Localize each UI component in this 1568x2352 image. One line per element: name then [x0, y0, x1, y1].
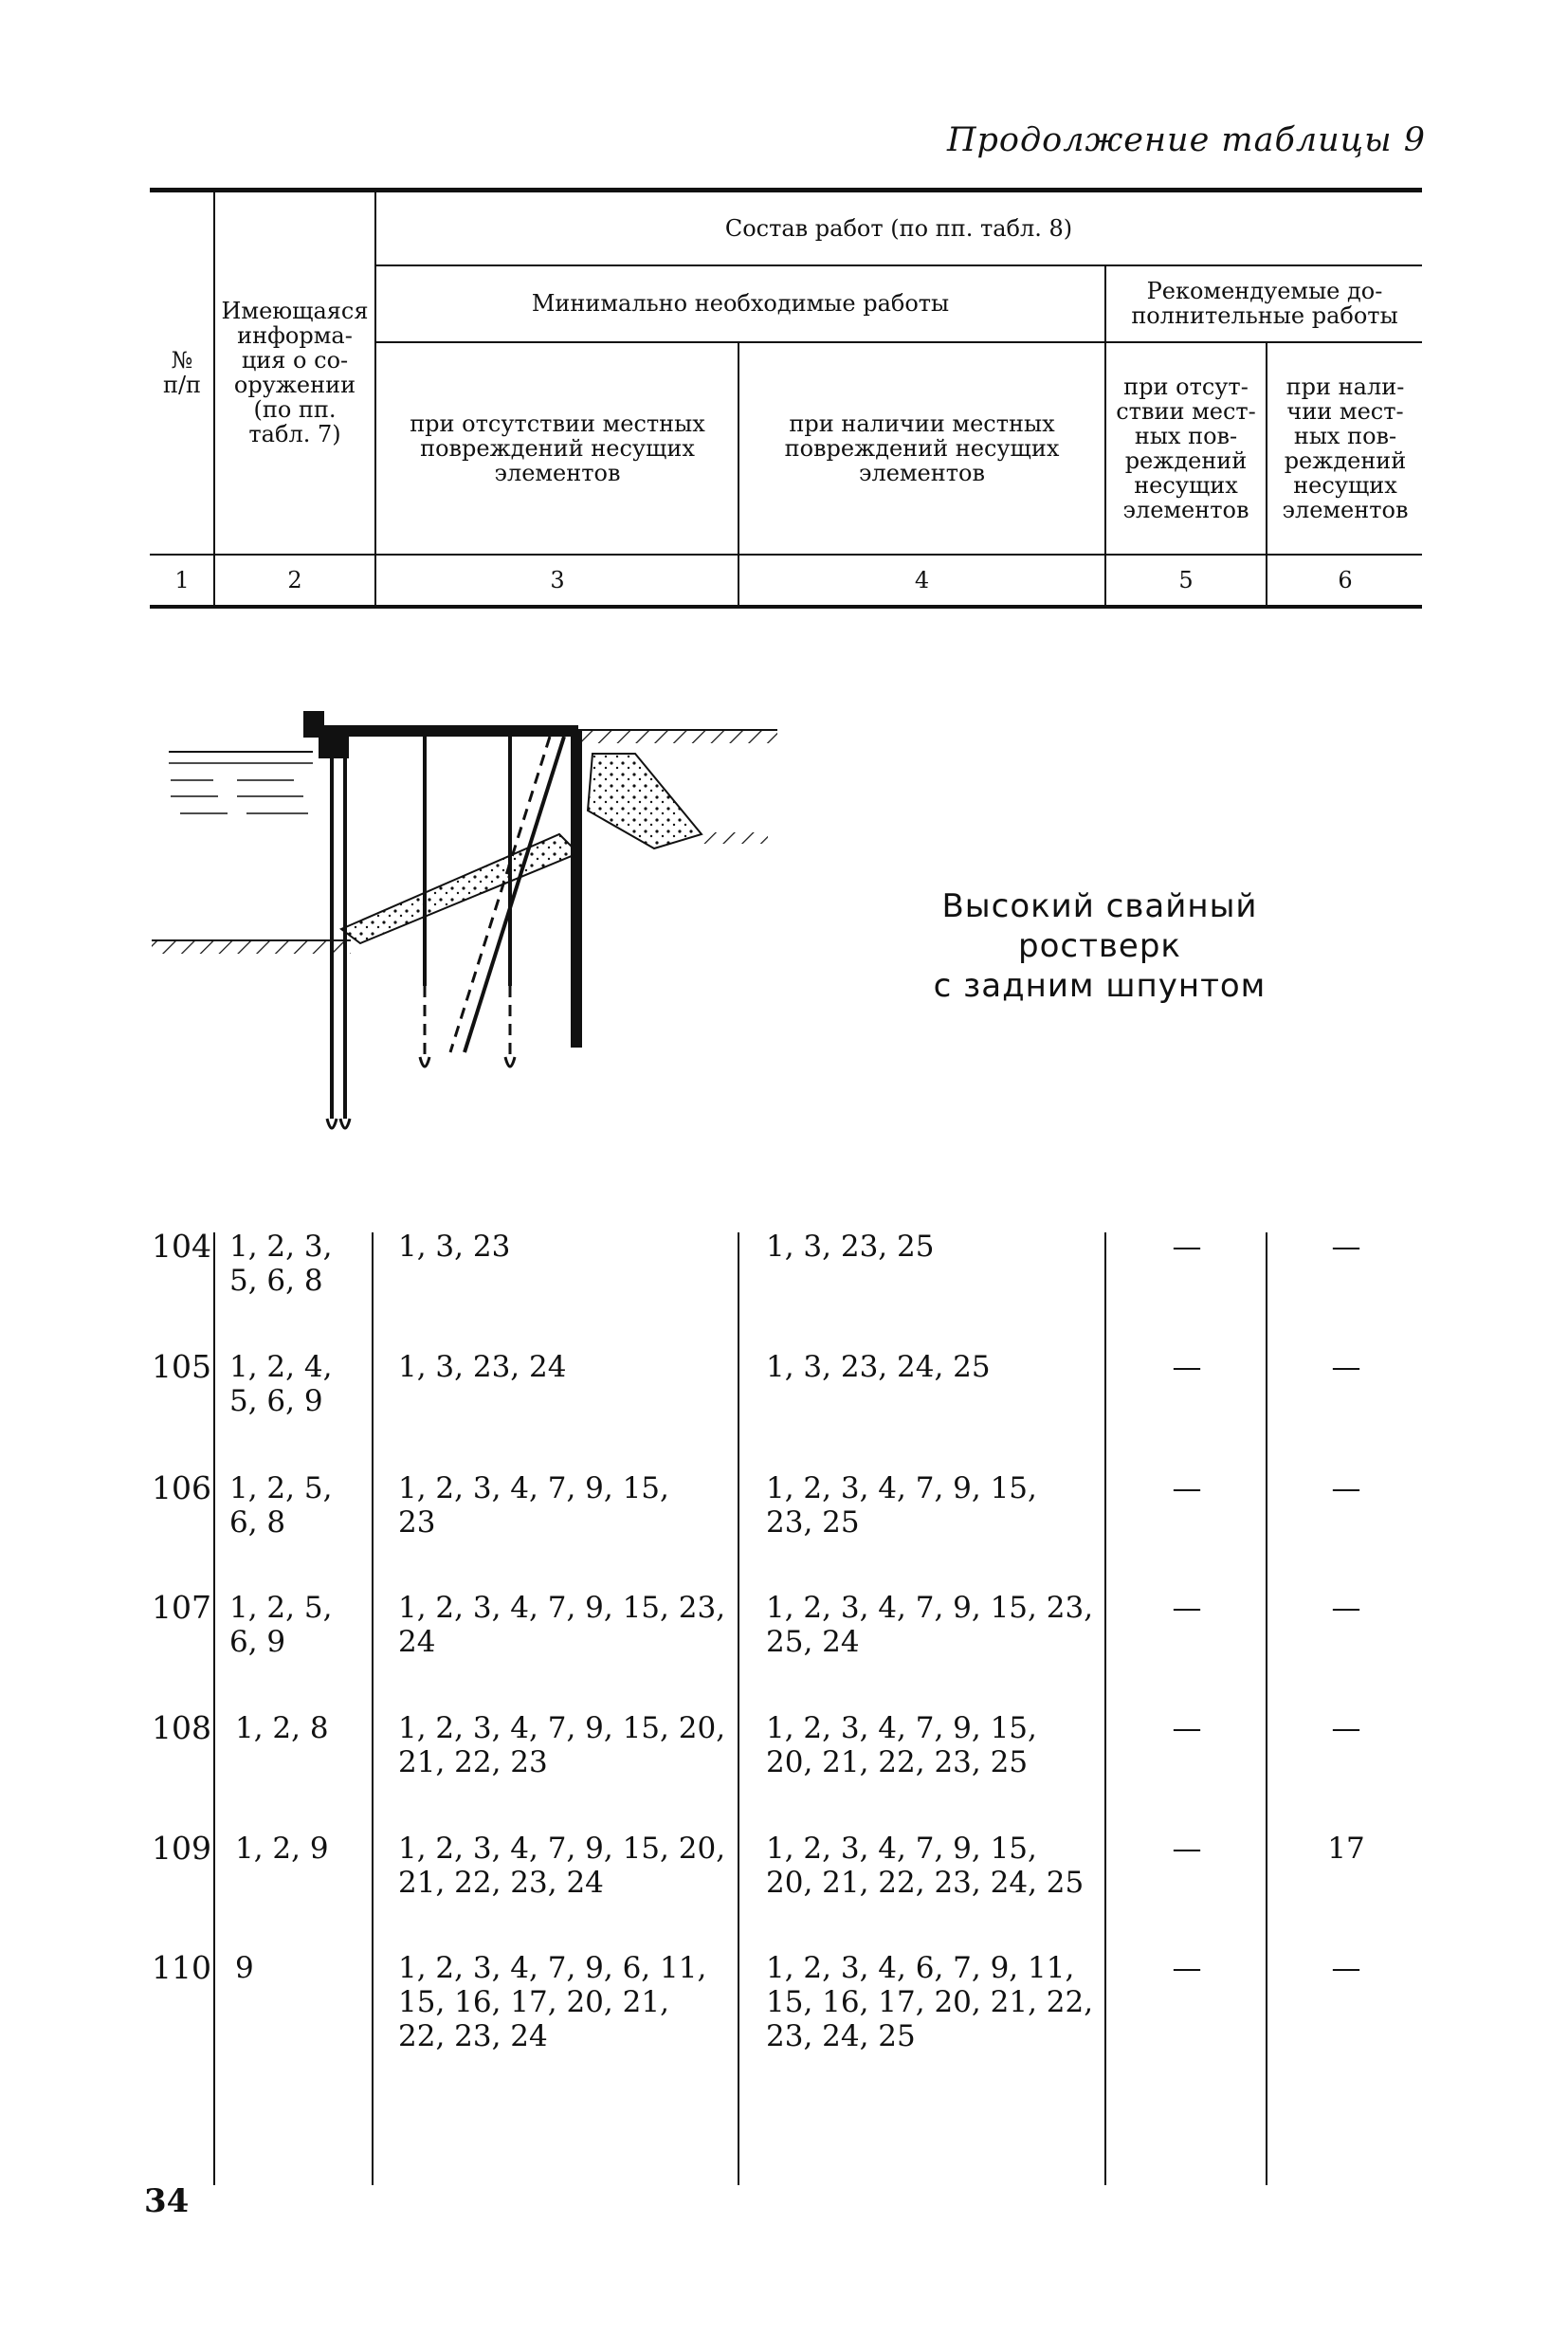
body-vline-3 [738, 1232, 739, 2185]
min-damage-cell: 1, 2, 3, 4, 6, 7, 9, 11, 15, 16, 17, 20, 21, 22, 23, 24, 25 [766, 1951, 1094, 2053]
info-cell: 1, 2, 8 [235, 1711, 329, 1745]
info-cell: 1, 2, 5, 6, 8 [229, 1471, 333, 1540]
figure-caption: Высокий свайный ростверк с задним шпунтом [933, 887, 1267, 1005]
body-vline-1 [213, 1232, 215, 2185]
rec-damage-cell: — [1331, 1471, 1361, 1505]
header-vline-5 [1266, 343, 1267, 605]
row-number: 106 [152, 1469, 211, 1506]
row-number: 108 [152, 1709, 211, 1746]
page-number: 34 [144, 2182, 190, 2220]
rec-damage-cell: — [1331, 1591, 1361, 1625]
header-col-4: при наличии местных повреждений несущих элементов [784, 410, 1060, 486]
min-no-damage-cell: 1, 3, 23 [398, 1230, 511, 1264]
rec-damage-cell: — [1331, 1230, 1361, 1264]
rec-no-damage-cell: — [1172, 1832, 1202, 1866]
header-col-2: Имеющаяся информа- ция о со- оружении (по пп. табл. 7) [221, 298, 369, 447]
body-vline-4 [1104, 1232, 1106, 2185]
header-col-6: при нали- чии мест- ных пов- реждений несущих элементов [1282, 374, 1409, 523]
rec-no-damage-cell: — [1172, 1591, 1202, 1625]
rec-no-damage-cell: — [1172, 1711, 1202, 1745]
min-damage-cell: 1, 2, 3, 4, 7, 9, 15, 20, 21, 22, 23, 24, 25 [766, 1832, 1085, 1900]
header-vline-4 [1104, 266, 1106, 605]
info-cell: 1, 2, 3, 5, 6, 8 [229, 1230, 333, 1298]
header-num-5: 5 [1178, 567, 1194, 593]
row-number: 105 [152, 1348, 211, 1385]
info-cell: 1, 2, 4, 5, 6, 9 [229, 1350, 333, 1418]
row-number: 107 [152, 1589, 211, 1626]
body-vline-5 [1266, 1232, 1267, 2185]
rec-damage-cell: — [1331, 1951, 1361, 1985]
header-num-2: 2 [287, 567, 302, 593]
min-no-damage-cell: 1, 3, 23, 24 [398, 1350, 567, 1384]
rec-no-damage-cell: — [1172, 1350, 1202, 1384]
row-number: 104 [152, 1228, 211, 1265]
header-num-6: 6 [1338, 567, 1353, 593]
min-no-damage-cell: 1, 2, 3, 4, 7, 9, 15, 23, 24 [398, 1591, 726, 1659]
header-col-3: при отсутствии местных повреждений несущих элементов [410, 410, 705, 486]
header-num-3: 3 [550, 567, 565, 593]
min-damage-cell: 1, 2, 3, 4, 7, 9, 15, 23, 25 [766, 1471, 1037, 1540]
header-col-5: при отсут- ствии мест- ных пов- реждений несущих элементов [1116, 374, 1256, 523]
header-vline-3 [738, 343, 739, 605]
info-cell: 1, 2, 5, 6, 9 [229, 1591, 333, 1659]
row-number: 109 [152, 1830, 211, 1867]
header-col-1: № п/п [162, 347, 202, 398]
info-cell: 1, 2, 9 [235, 1832, 329, 1866]
min-damage-cell: 1, 3, 23, 24, 25 [766, 1350, 991, 1384]
row-number: 110 [152, 1949, 211, 1986]
min-no-damage-cell: 1, 2, 3, 4, 7, 9, 15, 20, 21, 22, 23 [398, 1711, 726, 1779]
rec-damage-cell: — [1331, 1711, 1361, 1745]
min-no-damage-cell: 1, 2, 3, 4, 7, 9, 6, 11, 15, 16, 17, 20, 21, 22, 23, 24 [398, 1951, 707, 2053]
header-work-group: Состав работ (по пп. табл. 8) [724, 215, 1073, 242]
pile-grillage-diagram [142, 692, 787, 1147]
rec-damage-cell: — [1331, 1350, 1361, 1384]
rec-no-damage-cell: — [1172, 1471, 1202, 1505]
header-rec-group: Рекомендуемые до- полнительные работы [1131, 278, 1398, 329]
body-vline-2 [372, 1232, 374, 2185]
rec-damage-cell: 17 [1327, 1832, 1365, 1866]
header-bottom-rule [150, 605, 1422, 609]
min-damage-cell: 1, 3, 23, 25 [766, 1230, 935, 1264]
min-damage-cell: 1, 2, 3, 4, 7, 9, 15, 20, 21, 22, 23, 25 [766, 1711, 1037, 1779]
min-no-damage-cell: 1, 2, 3, 4, 7, 9, 15, 20, 21, 22, 23, 24 [398, 1832, 726, 1900]
rec-no-damage-cell: — [1172, 1230, 1202, 1264]
min-no-damage-cell: 1, 2, 3, 4, 7, 9, 15, 23 [398, 1471, 669, 1540]
header-num-4: 4 [914, 567, 930, 593]
header-vline-2 [374, 192, 376, 605]
header-vline-1 [213, 192, 215, 605]
min-damage-cell: 1, 2, 3, 4, 7, 9, 15, 23, 25, 24 [766, 1591, 1094, 1659]
info-cell: 9 [235, 1951, 254, 1985]
header-num-1: 1 [174, 567, 190, 593]
header-min-group: Минимально необходимые работы [531, 290, 950, 317]
rec-no-damage-cell: — [1172, 1951, 1202, 1985]
continuation-title: Продолжение таблицы 9 [946, 121, 1426, 159]
